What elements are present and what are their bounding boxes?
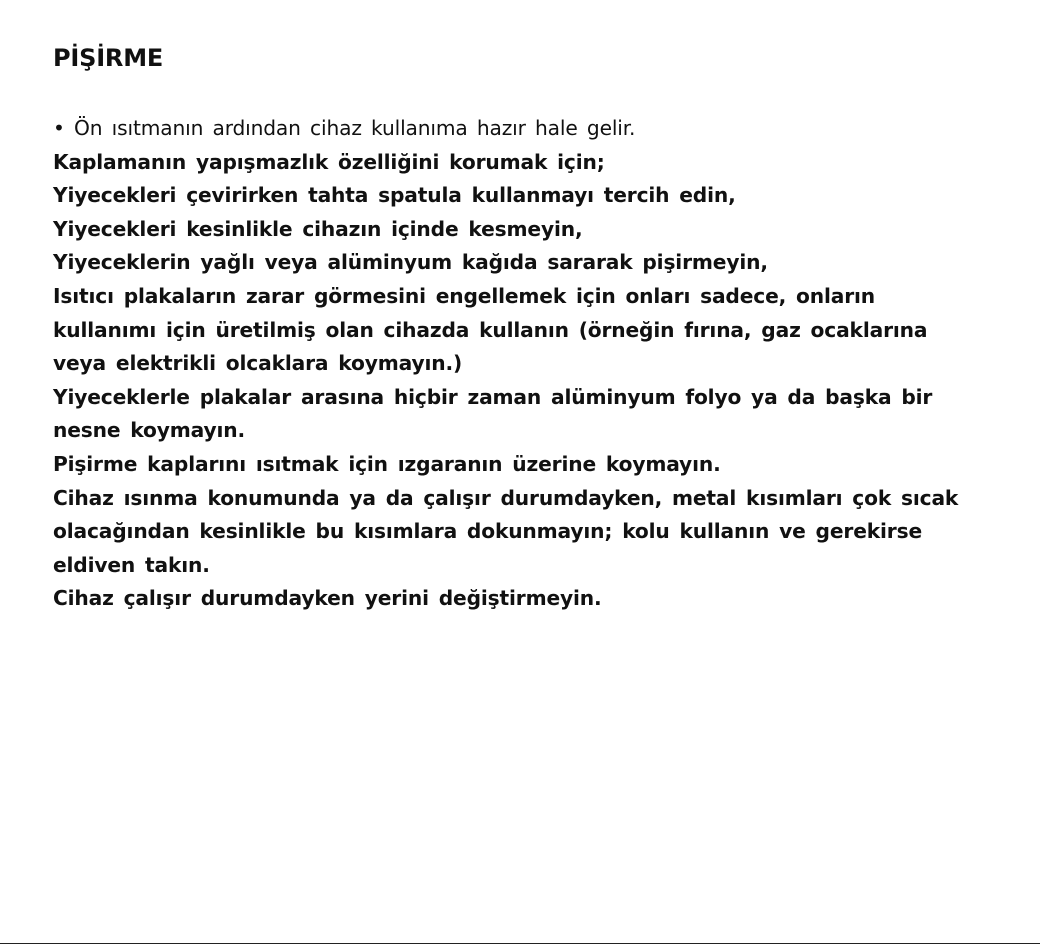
instruction-line-6: kullanımı için üretilmiş olan cihazda kullanın (örneğin fırına, gaz ocaklarına	[53, 317, 928, 342]
intro-bullet-line: • Ön ısıtmanın ardından cihaz kullanıma hazır hale gelir.	[53, 116, 636, 140]
instruction-line-11: Cihaz ısınma konumunda ya da çalışır durumdayken, metal kısımları çok sıcak	[53, 485, 959, 510]
instruction-line-9: nesne koymayın.	[53, 418, 245, 443]
bottom-divider	[0, 943, 1040, 944]
instruction-line-13: eldiven takın.	[53, 552, 210, 577]
instruction-line-2: Yiyecekleri çevirirken tahta spatula kullanmayı tercih edin,	[53, 183, 736, 208]
instruction-line-5: Isıtıcı plakaların zarar görmesini engellemek için onları sadece, onların	[53, 283, 876, 308]
instruction-line-8: Yiyeceklerle plakalar arasına hiçbir zaman alüminyum folyo ya da başka bir	[53, 384, 933, 409]
instruction-line-7: veya elektrikli olcaklara koymayın.)	[53, 351, 463, 376]
instruction-line-4: Yiyeceklerin yağlı veya alüminyum kağıda sararak pişirmeyin,	[53, 250, 768, 275]
instruction-line-12: olacağından kesinlikle bu kısımlara dokunmayın; kolu kullanın ve gerekirse	[53, 519, 922, 544]
page-title: PİŞİRME	[53, 44, 164, 72]
instruction-line-3: Yiyecekleri kesinlikle cihazın içinde kesmeyin,	[53, 216, 583, 241]
cooking-instructions	[53, 112, 993, 616]
instruction-line-1: Kaplamanın yapışmazlık özelliğini korumak için;	[53, 149, 605, 174]
instruction-line-14: Cihaz çalışır durumdayken yerini değiştirmeyin.	[53, 586, 602, 611]
instruction-line-10: Pişirme kaplarını ısıtmak için ızgaranın üzerine koymayın.	[53, 451, 721, 476]
